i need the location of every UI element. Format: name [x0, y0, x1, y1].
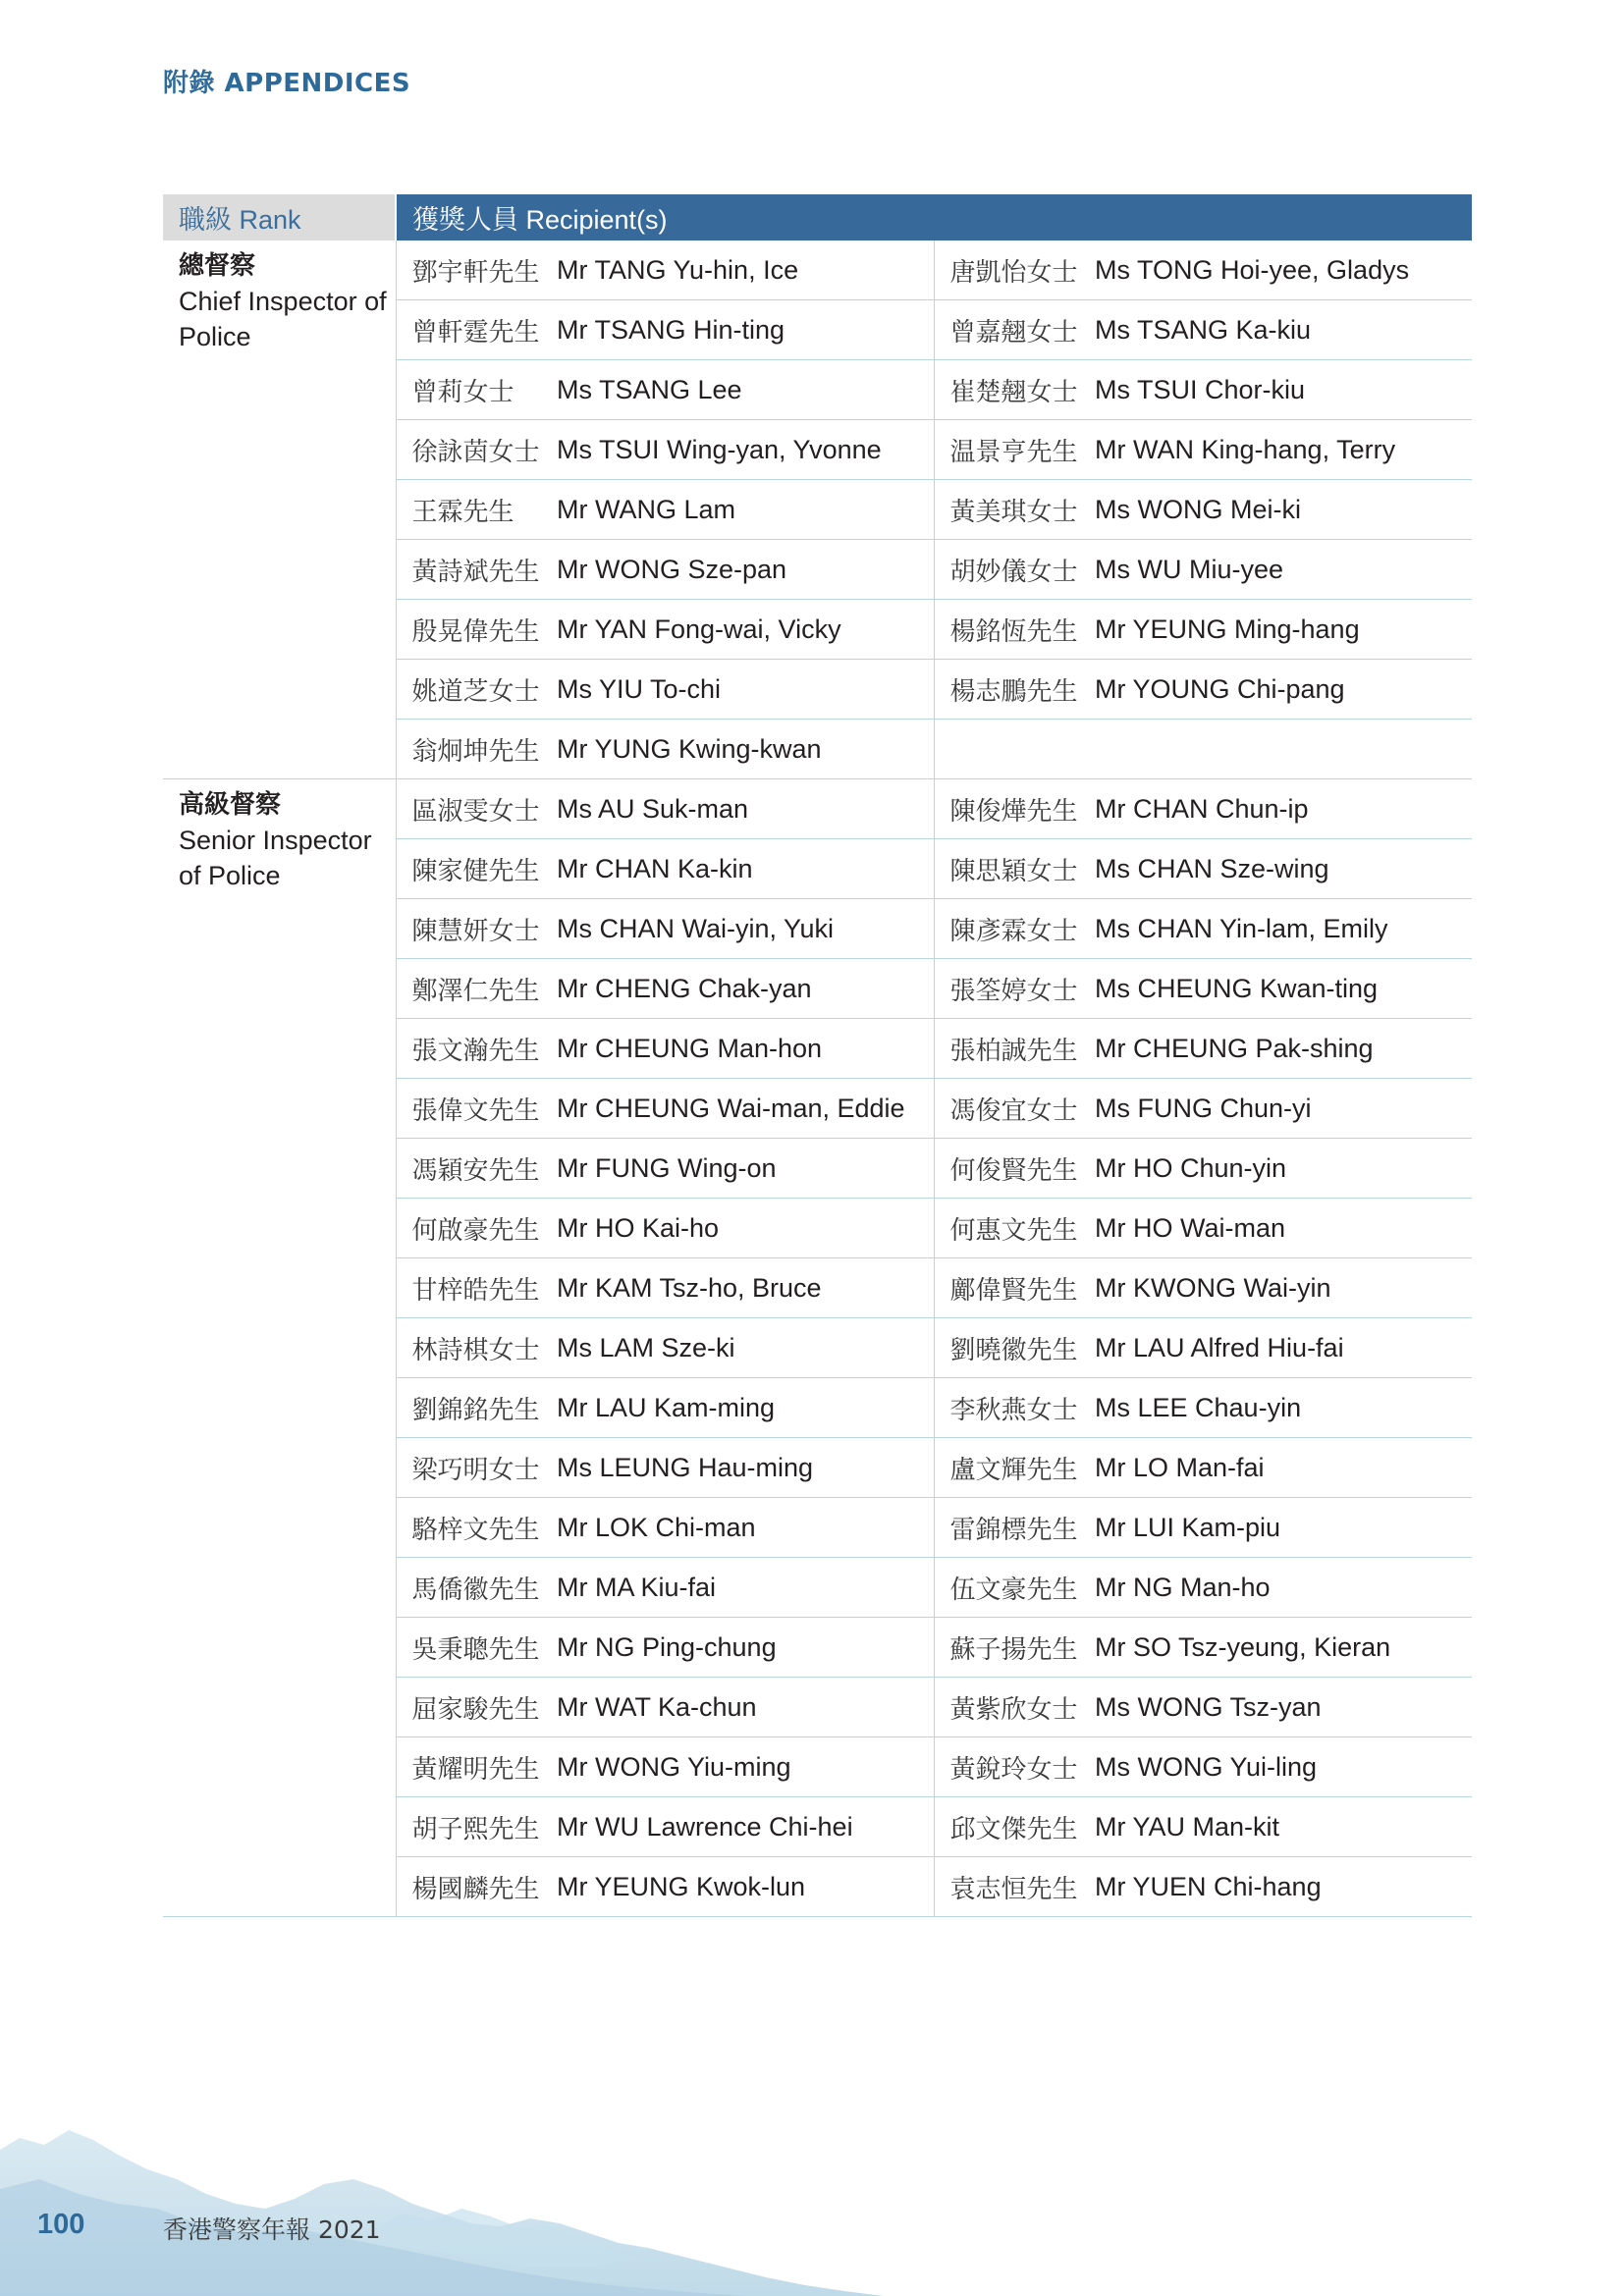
rank-column-header: 職級 Rank: [163, 194, 396, 240]
recipient-name-chinese: 雷錦標先生: [934, 1498, 1095, 1558]
recipient-name-chinese: 陳家健先生: [396, 839, 557, 899]
rank-name-english: Chief Inspector of Police: [179, 287, 387, 351]
recipient-name-chinese: 張柏誠先生: [934, 1019, 1095, 1079]
recipient-name-english: Mr LO Man-fai: [1095, 1438, 1472, 1498]
recipient-name-english: Mr LUI Kam-piu: [1095, 1498, 1472, 1558]
recipient-name-chinese: 胡妙儀女士: [934, 540, 1095, 600]
recipient-name-chinese: 駱梓文先生: [396, 1498, 557, 1558]
recipient-name-english: Ms CHAN Wai-yin, Yuki: [557, 899, 934, 959]
recipient-name-chinese: 李秋燕女士: [934, 1378, 1095, 1438]
rank-cell: [163, 779, 396, 1917]
rank-name-chinese: 高級督察: [179, 790, 282, 820]
recipient-name-chinese: 何惠文先生: [934, 1199, 1095, 1258]
recipient-name-english: Ms CHAN Yin-lam, Emily: [1095, 899, 1472, 959]
recipient-name-english: Ms TSUI Wing-yan, Yvonne: [557, 420, 934, 480]
recipient-name-chinese: 黃詩斌先生: [396, 540, 557, 600]
recipient-name-english: Mr YOUNG Chi-pang: [1095, 660, 1472, 720]
recipient-name-chinese: 王霖先生: [396, 480, 557, 540]
recipient-name-chinese: 陳思穎女士: [934, 839, 1095, 899]
recipient-name-chinese: 楊銘恆先生: [934, 600, 1095, 660]
recipient-name-chinese: 馮穎安先生: [396, 1139, 557, 1199]
recipient-name-english: Mr YEUNG Kwok-lun: [557, 1857, 934, 1917]
recipient-name-chinese: 馬僑徽先生: [396, 1558, 557, 1618]
recipient-name-english: Mr TSANG Hin-ting: [557, 300, 934, 360]
recipient-name-chinese: 馮俊宜女士: [934, 1079, 1095, 1139]
recipient-name-english: Ms TSUI Chor-kiu: [1095, 360, 1472, 420]
recipient-name-english: Mr FUNG Wing-on: [557, 1139, 934, 1199]
rank-cell: [163, 240, 396, 779]
recipient-name-english: Ms WU Miu-yee: [1095, 540, 1472, 600]
recipient-name-english: Mr KWONG Wai-yin: [1095, 1258, 1472, 1318]
recipient-name-chinese: 黃耀明先生: [396, 1737, 557, 1797]
recipient-name-chinese: 何俊賢先生: [934, 1139, 1095, 1199]
recipient-name-english: Mr LAU Alfred Hiu-fai: [1095, 1318, 1472, 1378]
recipient-name-english: Mr NG Man-ho: [1095, 1558, 1472, 1618]
recipient-name-chinese: 邱文傑先生: [934, 1797, 1095, 1857]
recipient-name-english: Mr CHENG Chak-yan: [557, 959, 934, 1019]
recipient-name-chinese: 何啟豪先生: [396, 1199, 557, 1258]
section-heading: 附錄 APPENDICES: [163, 69, 411, 98]
recipient-name-english: Ms WONG Mei-ki: [1095, 480, 1472, 540]
recipient-name-english: Mr TANG Yu-hin, Ice: [557, 240, 934, 300]
recipient-name-chinese: 伍文豪先生: [934, 1558, 1095, 1618]
recipient-name-chinese: 鄺偉賢先生: [934, 1258, 1095, 1318]
recipient-name-chinese: [934, 720, 1095, 779]
recipient-name-english: Mr CHEUNG Wai-man, Eddie: [557, 1079, 934, 1139]
recipient-name-chinese: 唐凱怡女士: [934, 240, 1095, 300]
recipient-name-chinese: 蘇子揚先生: [934, 1618, 1095, 1678]
recipient-name-english: Mr YUEN Chi-hang: [1095, 1857, 1472, 1917]
recipient-name-english: Mr LOK Chi-man: [557, 1498, 934, 1558]
recipient-name-english: Mr WAT Ka-chun: [557, 1678, 934, 1737]
recipient-name-chinese: 盧文輝先生: [934, 1438, 1095, 1498]
recipient-name-chinese: 黃美琪女士: [934, 480, 1095, 540]
recipient-name-chinese: 甘梓皓先生: [396, 1258, 557, 1318]
recipient-name-chinese: 劉曉徽先生: [934, 1318, 1095, 1378]
recipient-name-english: Ms LAM Sze-ki: [557, 1318, 934, 1378]
recipient-name-english: Mr CHAN Chun-ip: [1095, 779, 1472, 839]
recipient-name-english: Mr HO Wai-man: [1095, 1199, 1472, 1258]
recipient-name-chinese: 吳秉聰先生: [396, 1618, 557, 1678]
recipient-name-english: Ms LEUNG Hau-ming: [557, 1438, 934, 1498]
recipient-name-chinese: 張筌婷女士: [934, 959, 1095, 1019]
recipient-name-english: Ms TSANG Lee: [557, 360, 934, 420]
recipient-name-english: Ms TSANG Ka-kiu: [1095, 300, 1472, 360]
recipient-name-english: Mr YEUNG Ming-hang: [1095, 600, 1472, 660]
recipient-name-english: Mr HO Chun-yin: [1095, 1139, 1472, 1199]
recipient-name-english: Mr YAN Fong-wai, Vicky: [557, 600, 934, 660]
recipient-name-chinese: 曾莉女士: [396, 360, 557, 420]
recipient-name-english: Mr YAU Man-kit: [1095, 1797, 1472, 1857]
rank-name-english: Senior Inspector of Police: [179, 826, 372, 890]
awards-table-body: [163, 240, 1472, 1917]
publication-title: 香港警察年報 2021: [163, 2216, 381, 2244]
recipient-name-english: Mr NG Ping-chung: [557, 1618, 934, 1678]
recipient-name-english: Mr MA Kiu-fai: [557, 1558, 934, 1618]
recipient-name-english: Ms AU Suk-man: [557, 779, 934, 839]
recipient-name-chinese: 崔楚翹女士: [934, 360, 1095, 420]
awards-table: [163, 194, 1472, 1917]
recipient-name-chinese: 曾軒霆先生: [396, 300, 557, 360]
recipient-name-english: Mr CHEUNG Man-hon: [557, 1019, 934, 1079]
recipient-column-header: 獲獎人員 Recipient(s): [396, 194, 1472, 240]
recipient-name-chinese: 陳慧妍女士: [396, 899, 557, 959]
recipient-name-english: Ms FUNG Chun-yi: [1095, 1079, 1472, 1139]
recipient-name-english: Mr SO Tsz-yeung, Kieran: [1095, 1618, 1472, 1678]
recipient-name-chinese: 曾嘉翹女士: [934, 300, 1095, 360]
recipient-name-english: Ms LEE Chau-yin: [1095, 1378, 1472, 1438]
recipient-name-chinese: 鄧宇軒先生: [396, 240, 557, 300]
recipient-name-english: Mr WONG Sze-pan: [557, 540, 934, 600]
recipient-name-chinese: 張偉文先生: [396, 1079, 557, 1139]
recipient-name-english: Mr CHEUNG Pak-shing: [1095, 1019, 1472, 1079]
recipient-name-english: Mr KAM Tsz-ho, Bruce: [557, 1258, 934, 1318]
watercolor-wash-decoration: [0, 2110, 1624, 2296]
recipient-name-chinese: 殷晃偉先生: [396, 600, 557, 660]
recipient-name-english: Ms CHAN Sze-wing: [1095, 839, 1472, 899]
table-header-row: [163, 194, 1472, 240]
rank-name-chinese: 總督察: [179, 251, 256, 281]
recipient-name-chinese: 黃銳玲女士: [934, 1737, 1095, 1797]
recipient-name-english: Mr WONG Yiu-ming: [557, 1737, 934, 1797]
recipient-name-chinese: 陳彥霖女士: [934, 899, 1095, 959]
recipient-name-english: Mr CHAN Ka-kin: [557, 839, 934, 899]
recipient-name-chinese: 梁巧明女士: [396, 1438, 557, 1498]
recipient-name-chinese: 楊國麟先生: [396, 1857, 557, 1917]
recipient-name-chinese: 林詩棋女士: [396, 1318, 557, 1378]
recipient-name-chinese: 姚道芝女士: [396, 660, 557, 720]
recipient-name-chinese: 袁志恒先生: [934, 1857, 1095, 1917]
recipient-name-chinese: 張文瀚先生: [396, 1019, 557, 1079]
table-row: [163, 240, 1472, 300]
recipient-name-chinese: 温景亨先生: [934, 420, 1095, 480]
recipient-name-english: Mr WAN King-hang, Terry: [1095, 420, 1472, 480]
recipient-name-english: Ms TONG Hoi-yee, Gladys: [1095, 240, 1472, 300]
recipient-name-chinese: 鄭澤仁先生: [396, 959, 557, 1019]
recipient-name-chinese: 楊志鵬先生: [934, 660, 1095, 720]
recipient-name-english: Ms WONG Yui-ling: [1095, 1737, 1472, 1797]
recipient-name-english: Ms CHEUNG Kwan-ting: [1095, 959, 1472, 1019]
recipient-name-chinese: 胡子熙先生: [396, 1797, 557, 1857]
recipient-name-english: Ms YIU To-chi: [557, 660, 934, 720]
recipient-name-chinese: 徐詠茵女士: [396, 420, 557, 480]
recipient-name-english: Mr LAU Kam-ming: [557, 1378, 934, 1438]
recipient-name-english: Mr YUNG Kwing-kwan: [557, 720, 934, 779]
recipient-name-chinese: 黃紫欣女士: [934, 1678, 1095, 1737]
recipient-name-chinese: 屈家駿先生: [396, 1678, 557, 1737]
recipient-name-english: Ms WONG Tsz-yan: [1095, 1678, 1472, 1737]
recipient-name-chinese: 劉錦銘先生: [396, 1378, 557, 1438]
page-number: 100: [37, 2209, 85, 2240]
recipient-name-english: [1095, 720, 1472, 779]
recipient-name-english: Mr WANG Lam: [557, 480, 934, 540]
recipient-name-chinese: 陳俊燁先生: [934, 779, 1095, 839]
recipient-name-english: Mr HO Kai-ho: [557, 1199, 934, 1258]
recipient-name-chinese: 區淑雯女士: [396, 779, 557, 839]
recipient-name-english: Mr WU Lawrence Chi-hei: [557, 1797, 934, 1857]
recipient-name-chinese: 翁炯坤先生: [396, 720, 557, 779]
table-row: [163, 779, 1472, 839]
